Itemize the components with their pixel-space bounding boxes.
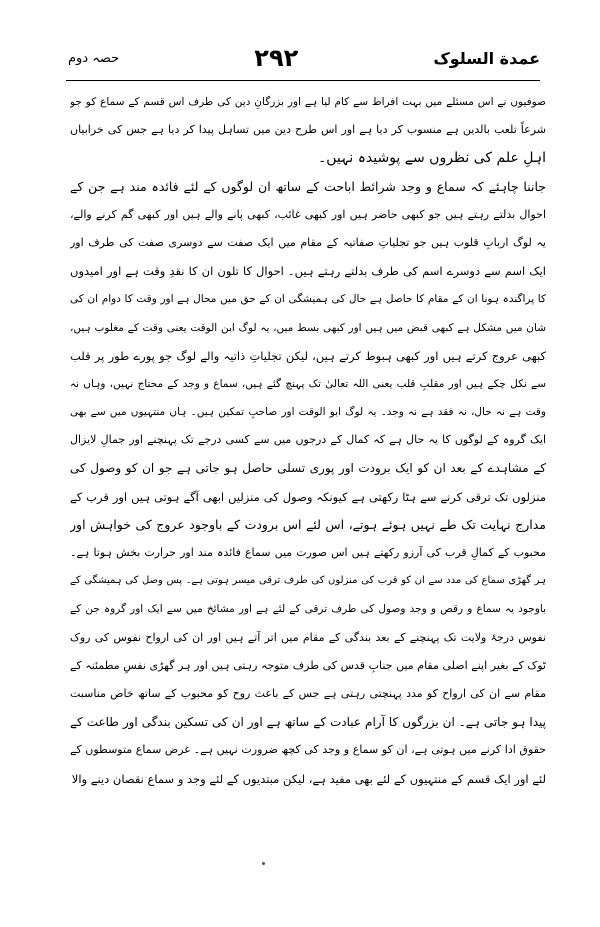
text-line: کا پراگندہ ہونا ان کے مقام کا حاصل ہے حال کی ہمیشگی ان کے حق میں محال ہے اور وقت کا دوام ان کی xyxy=(70,293,546,306)
text-line: حقوق ادا کرنے میں ہوتی ہے، ان کو سماع و وجد کی کچھ ضرورت نہیں ہے۔ غرض سماع متوسطوں کے xyxy=(70,743,546,757)
text-line: وقت ہے نہ حال، نہ فقد ہے نہ وجد۔ یہ لوگ ابو الوقت اور صاحبِ تمکین ہیں۔ ہاں منتہیوں میں سے بھی xyxy=(70,406,546,419)
text-line: احوال بدلتے رہتے ہیں جو کبھی حاضر ہیں اور کبھی غائب، کبھی پانے والے ہیں اور کبھی گم کرنے والے، xyxy=(70,207,546,221)
text-line: پیدا ہو جاتی ہے۔ ان بزرگوں کا آرام عبادت کے ساتھ ہے اور ان کی تسکین بندگی اور طاعت کے xyxy=(70,715,546,730)
text-line: ہر گھڑی سماع کی مدد سے ان کو قرب کی منزلوں کی طرف ترقی میسر ہوتی ہے۔ پس وصل کی ہمیشگی کے xyxy=(70,575,546,587)
text-line: یہ لوگ اربابِ قلوب ہیں جو تجلیاتِ صفاتیہ کے مقام میں ایک صفت سے دوسری صفت کی طرف اور xyxy=(70,235,546,249)
text-line: باوجود یہ سماع و رقص و وجد وصول کی طرف ترقی کے لئے ہے اور مشائخ میں سے ایک اور گروہ جن کے xyxy=(70,603,546,616)
text-line: شان میں مشکل ہے کبھی قبض میں ہیں اور کبھی بسط میں، یہ لوگ ابن الوقت یعنی وقت کے مغلوب ہیں، xyxy=(70,321,546,334)
text-line: صوفیوں نے اس مسئلے میں بہت افراط سے کام لیا ہے اور بزرگانِ دین کی طرف اس قسم کے سماع کو جو xyxy=(70,96,546,108)
page-number: ۲۹۲ xyxy=(254,44,299,72)
text-line: جاننا چاہئے کہ سماع و وجد شرائط اباحت کے ساتھ ان لوگوں کے لئے فائدہ مند ہے جن کے xyxy=(70,178,546,194)
page-header xyxy=(68,40,540,76)
book-title: عمدة السلوک xyxy=(433,48,540,68)
page-mark xyxy=(262,862,265,865)
header-rule xyxy=(66,80,540,81)
text-line: ایک اسم سے دوسرے اسم کی طرف بدلتے رہتے ہیں۔ احوال کا تلون ان کا نقدِ وقت ہے اور امیدوں xyxy=(70,264,546,279)
section-label: حصہ دوم xyxy=(68,50,120,66)
text-line: نفوس درجۂ ولایت تک پہنچنے کے بعد بندگی کے مقام میں اتر آتے ہیں اور ان کی ارواح نفوس کی روک xyxy=(70,630,546,644)
text-line: مدارج نہایت تک طے نہیں ہوئے ہوتے، اس لئے اس برودت کے باوجود عروج کی خواہش اور xyxy=(70,516,546,532)
text-line: لئے اور ایک قسم کے منتہیوں کے لئے بھی مفید ہے، لیکن مبتدیوں کے لئے وجد و سماع نقصان دینے والا xyxy=(71,771,546,786)
text-line: شرعاً تلعب بالدین ہے منسوب کر دیا ہے اور اس طرح دین میں تساہل پیدا کر دیا ہے جس کی خرابیاں xyxy=(70,123,546,137)
text-line: منزلوں تک ترقی کرنے سے ہٹا رکھتی ہے کیونکہ وصول کی منزلیں ابھی آگے ہوتی ہیں اور قرب کے xyxy=(70,489,546,504)
text-line: سے نکل چکے ہیں اور مقلبِ قلب یعنی اللہ تعالیٰ تک پہنچ گئے ہیں، سماع و وجد کے محتاج نہیں، وہاں نہ xyxy=(70,377,546,390)
text-line: ٹوک کے بغیر اپنے اصلی مقام میں جنابِ قدس کی طرف متوجہ رہتی ہیں اور ہر گھڑی نفسِ مطمئنہ کے xyxy=(70,658,546,672)
body-text xyxy=(70,88,546,793)
text-line: اہلِ علم کی نظروں سے پوشیدہ نہیں۔ xyxy=(318,150,546,167)
text-line: کے مشاہدے کے بعد ان کو ایک برودت اور پوری تسلی حاصل ہو جاتی ہے جو ان کو وصول کی xyxy=(70,461,546,476)
text-line: مقام سے ان کی ارواح کو مدد پہنچتی رہتی ہے جس کے باعث روح کو محبوب کے ساتھ خاص مناسبت xyxy=(70,686,546,700)
text-line: کبھی عروج کرتے ہیں اور کبھی ہبوط کرتے ہیں، لیکن تجلیاتِ ذاتیہ والے لوگ جو پورے طور پر قلب xyxy=(70,348,546,363)
text-line: محبوب کے کمالِ قرب کی آرزو رکھتے ہیں اس صورت میں سماع فائدہ مند اور حرارت بخش ہوتا ہے۔ xyxy=(70,546,546,559)
text-line: ایک گروہ کے لوگوں کا یہ حال ہے کہ کمال کے درجوں میں سے کسی درجے تک پہنچنے اور جمالِ لایزال xyxy=(70,433,546,447)
